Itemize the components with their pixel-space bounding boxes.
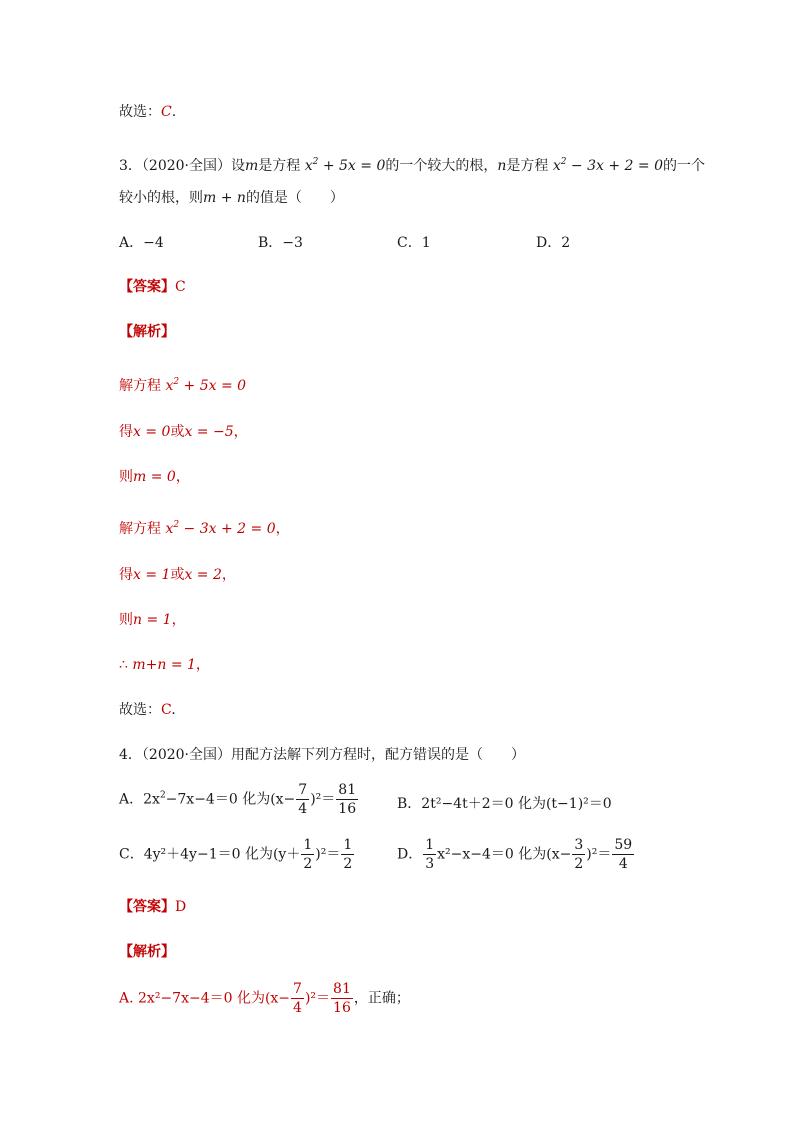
prev-choice-line [119,102,176,122]
q4-option-c: C．4y²＋4y−1＝0 化为(y＋ $\frac{1}{2}$ )²＝ $\frac{1}{2}$ [119,837,353,872]
q3-step-5: 得x = 1或x = 2， [119,567,236,583]
fraction: $\frac{7}{4}$ [298,782,308,817]
fraction: $\frac{81}{16}$ [333,981,351,1016]
choice-answer: C [161,104,172,120]
q4-stem: 4．（2020·全国）用配方法解下列方程时，配方错误的是（ ） [119,747,525,763]
q3-text: 的一个 [663,158,705,174]
q4-analysis-tag: 【解析】 [119,944,175,960]
fraction: $\frac{1}{3}$ [425,837,435,872]
q3-head: 3．（2020·全国）设 [119,158,245,174]
q3-analysis-tag: 【解析】 [119,324,175,340]
fraction: $\frac{3}{2}$ [574,837,584,872]
equation-1: $x^2 + 5x = 0$ [304,157,386,174]
q3-choice-line: 故选：C. [119,702,176,718]
fraction: $\frac{7}{4}$ [293,981,302,1016]
var-m: m [245,158,259,174]
expr-m-plus-n: m + n [203,190,246,206]
q4-option-a: A．$2x^2-7x-4=0$ 化为(x− $\frac{7}{4}$ )²＝ $\frac{81}{16}$ [119,782,357,817]
q3-step-3: 则m = 0， [119,469,190,485]
answer-value: C [175,279,186,295]
q4-option-d: D． $\frac{1}{3}$ x²−x−4＝0 化为(x− $\frac{3}{2}$ )²＝ $\frac{59}{4}$ [397,837,633,872]
q4-option-b: B．2t²−4t＋2＝0 化为(t−1)²＝0 [397,796,612,812]
q3-step-6: 则n = 1， [119,612,186,628]
q3-stem-line1 [119,152,705,176]
answer-value: D [175,899,187,915]
q3-step-4: 解方程 $x^2 - 3x + 2 = 0$， [119,520,290,537]
q3-option-d: D．2 [536,235,571,251]
q3-text: 的值是（ ） [245,190,344,206]
answer-tag: 【答案】 [119,899,175,915]
choice-end: . [171,104,177,120]
q3-option-c: C．1 [397,235,431,251]
choice-prefix: 故选： [119,104,161,120]
equation-2: $x^2 - 3x + 2 = 0$ [552,157,663,174]
fraction: $\frac{81}{16}$ [338,782,357,817]
q3-stem-line2 [119,188,344,208]
q3-answer [119,277,186,297]
fraction: $\frac{1}{2}$ [303,837,313,872]
fraction: $\frac{1}{2}$ [343,837,353,872]
q3-step-7: ∴ m+n = 1， [119,657,210,673]
var-n: n [497,158,507,174]
q3-step-1: 解方程 $x^2 + 5x = 0$ [119,377,247,394]
q3-text: 的一个较大的根， [385,158,498,174]
q3-step-2: 得x = 0或x = −5， [119,424,248,440]
q3-text: 是方程 [258,158,301,174]
fraction: $\frac{59}{4}$ [614,837,633,872]
q3-text: 是方程 [506,158,549,174]
q4-answer [119,897,186,917]
q4-analysis-a: A. 2x²−7x−4＝0 化为(x− $\frac{7}{4}$ )²＝ $\frac{81}{16}$ ，正确； [119,981,410,1016]
q3-option-b: B．−3 [258,235,303,251]
q3-text: 较小的根，则 [119,190,203,206]
q3-option-a: A．−4 [119,235,164,251]
answer-tag: 【答案】 [119,279,175,295]
